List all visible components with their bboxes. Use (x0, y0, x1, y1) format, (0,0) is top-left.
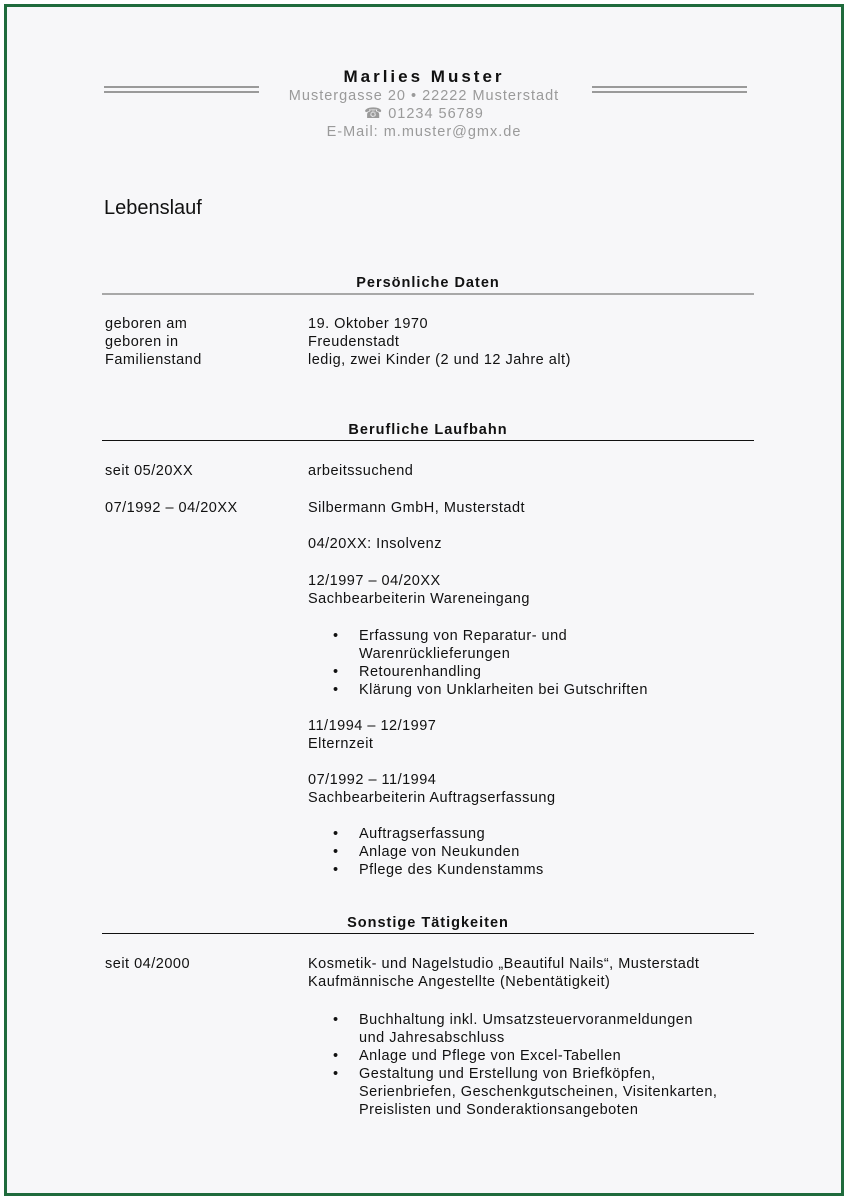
other-employer: Kosmetik- und Nagelstudio „Beautiful Nails“, Musterstadt (308, 956, 700, 972)
list-item (330, 1047, 717, 1065)
position-title: Sachbearbeiterin Auftragserfassung (308, 790, 556, 806)
list-item (330, 627, 648, 663)
list-item-text: • Auftragserfassung (359, 826, 486, 842)
document-title: Lebenslauf (104, 197, 202, 219)
list-item (330, 681, 648, 699)
section-heading-personal: Persönliche Daten (102, 275, 754, 295)
position-duties-list (330, 825, 544, 879)
email-line: E-Mail: m.muster@gmx.de (326, 124, 522, 140)
career-date: 07/1992 – 04/20XX (105, 500, 238, 516)
list-item-text: • Anlage von Neukunden (359, 844, 520, 860)
personal-label: Familienstand (105, 352, 202, 368)
position-title: Sachbearbeiterin Wareneingang (308, 591, 530, 607)
other-role: Kaufmännische Angestellte (Nebentätigkeit) (308, 974, 611, 990)
personal-value: ledig, zwei Kinder (2 und 12 Jahre alt) (308, 352, 571, 368)
cv-page (4, 4, 844, 1196)
career-status: arbeitssuchend (308, 463, 414, 479)
list-item-text: • Buchhaltung inkl. Umsatzsteuervoranmeldungen (359, 1012, 693, 1028)
section-heading-other: Sonstige Tätigkeiten (102, 915, 754, 934)
other-date: seit 04/2000 (105, 956, 191, 972)
list-item-text: • Erfassung von Reparatur- und (359, 628, 568, 644)
personal-value: Freudenstadt (308, 334, 400, 350)
cv-header (7, 67, 841, 141)
list-item-text: Warenrücklieferungen (359, 646, 511, 662)
career-company: Silbermann GmbH, Musterstadt (308, 500, 526, 516)
list-item (330, 843, 544, 861)
list-item-text: Preislisten und Sonderaktionsangeboten (359, 1102, 639, 1118)
personal-value: 19. Oktober 1970 (308, 316, 429, 332)
applicant-name: Marlies Muster (343, 67, 505, 86)
career-date: seit 05/20XX (105, 463, 194, 479)
personal-label: geboren am (105, 316, 188, 332)
list-item (330, 861, 544, 879)
list-item-text: • Pflege des Kundenstamms (359, 862, 544, 878)
address-line: Mustergasse 20 • 22222 Musterstadt (288, 88, 560, 104)
position-duties-list (330, 627, 648, 699)
list-item (330, 825, 544, 843)
position-title: Elternzeit (308, 736, 374, 752)
list-item (330, 663, 648, 681)
list-item-text: und Jahresabschluss (359, 1030, 505, 1046)
position-period: 12/1997 – 04/20XX (308, 573, 441, 589)
list-item (330, 1065, 717, 1119)
other-duties-list (330, 1011, 717, 1119)
list-item-text: • Retourenhandling (359, 664, 482, 680)
section-heading-career: Berufliche Laufbahn (102, 422, 754, 441)
personal-label: geboren in (105, 334, 179, 350)
list-item (330, 1011, 717, 1047)
position-period: 11/1994 – 12/1997 (308, 718, 437, 734)
list-item-text: • Anlage und Pflege von Excel-Tabellen (359, 1048, 622, 1064)
phone-line: ☎ 01234 56789 (364, 106, 484, 122)
list-item-text: • Gestaltung und Erstellung von Briefköpfen, (359, 1066, 656, 1082)
position-period: 07/1992 – 11/1994 (308, 772, 437, 788)
list-item-text: • Klärung von Unklarheiten bei Gutschriften (359, 682, 648, 698)
career-note: 04/20XX: Insolvenz (308, 536, 442, 552)
list-item-text: Serienbriefen, Geschenkgutscheinen, Visitenkarten, (359, 1084, 718, 1100)
